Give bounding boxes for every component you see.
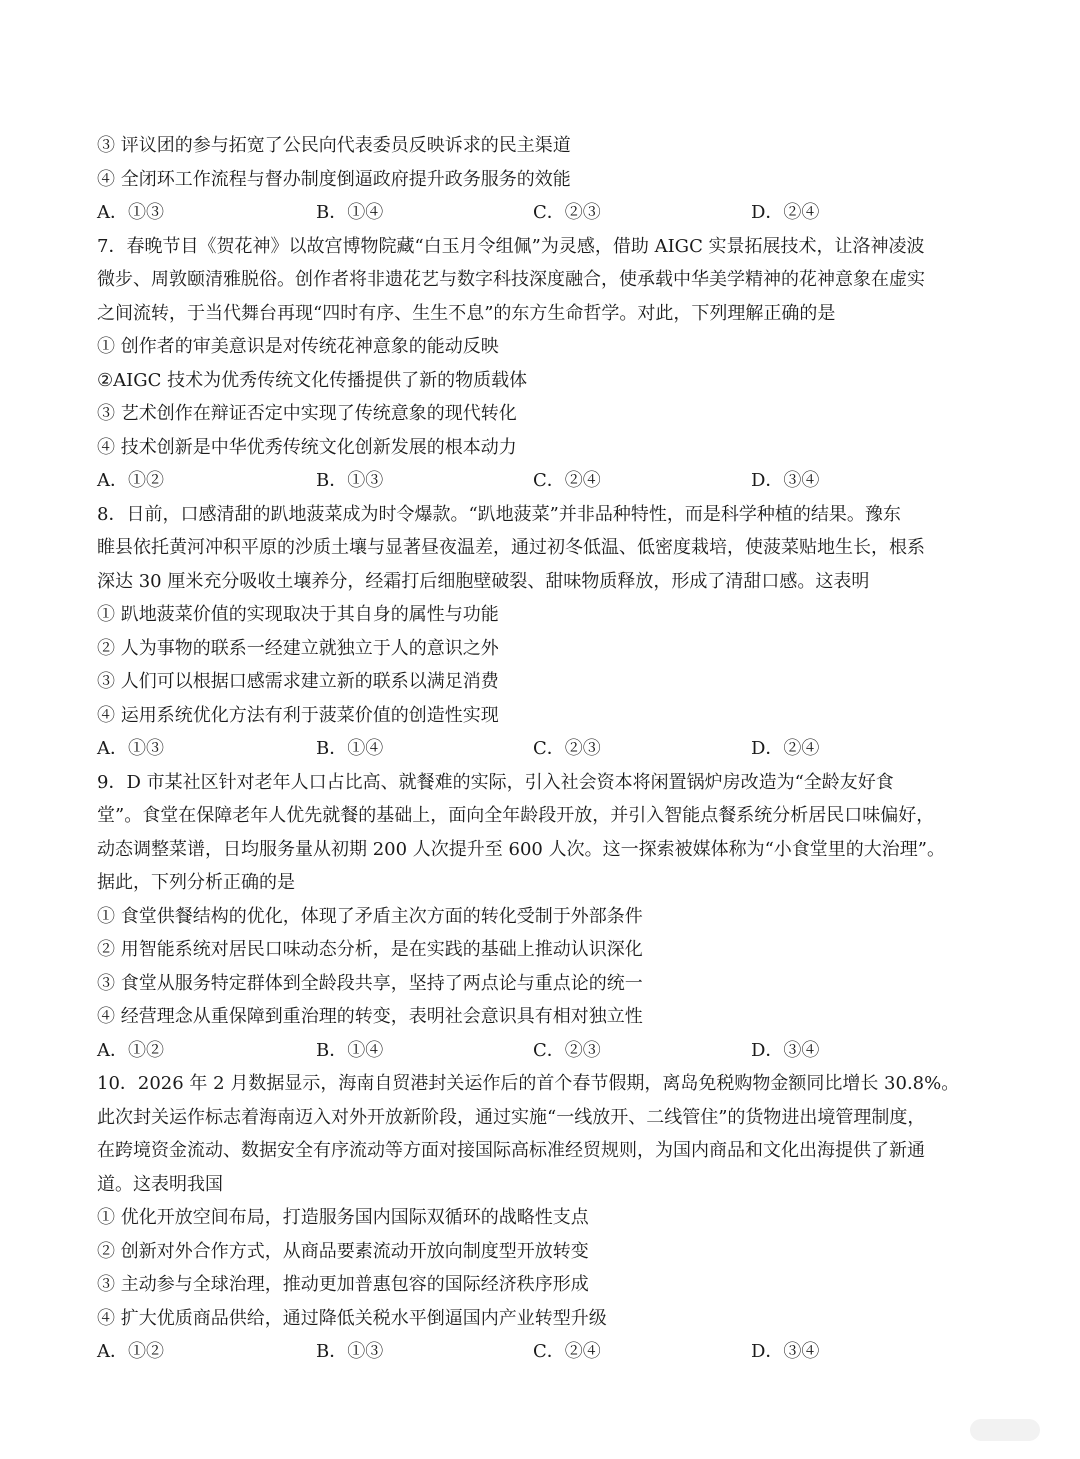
q8-option-c: C．②③ — [533, 738, 601, 759]
q9-item-1: ① 食堂供餐结构的优化，体现了矛盾主次方面的转化受制于外部条件 — [97, 905, 643, 927]
q7-item-3: ③ 艺术创作在辩证否定中实现了传统意象的现代转化 — [97, 403, 517, 424]
q10-option-a: A．①② — [97, 1341, 164, 1362]
q7-stem-line-2: 微步、周敦颐清雅脱俗。创作者将非遗花艺与数字科技深度融合，使承载中华美学精神的花神意象在虚实 — [97, 269, 925, 290]
q10-stem-line-3: 在跨境资金流动、数据安全有序流动等方面对接国际高标准经贸规则，为国内商品和文化出海提供了新通 — [97, 1140, 925, 1161]
q6-option-d: D．②④ — [751, 202, 820, 223]
q8-option-d: D．②④ — [751, 738, 820, 759]
q8-item-3: ③ 人们可以根据口感需求建立新的联系以满足消费 — [97, 671, 499, 692]
q10-item-3: ③ 主动参与全球治理，推动更加普惠包容的国际经济秩序形成 — [97, 1274, 589, 1295]
q7-option-a: A．①② — [97, 470, 164, 491]
q7-stem-line-1: 7．春晚节目《贺花神》以故宫博物院藏“白玉月令组佩”为灵感，借助 AIGC 实景拓展技术，让洛神凌波 — [97, 235, 925, 257]
q10-option-d: D．③④ — [751, 1341, 820, 1362]
q6-options — [97, 196, 1040, 230]
q8-stem-line-2: 睢县依托黄河冲积平原的沙质土壤与显著昼夜温差，通过初冬低温、低密度栽培，使菠菜贴地生长，根系 — [97, 537, 925, 558]
q10-item-1: ① 优化开放空间布局，打造服务国内国际双循环的战略性支点 — [97, 1207, 589, 1228]
q7-option-c: C．②④ — [533, 470, 601, 491]
q9-option-d: D．③④ — [751, 1039, 820, 1061]
q8-item-2: ② 人为事物的联系一经建立就独立于人的意识之外 — [97, 637, 499, 659]
q10-stem-line-1: 10．2026 年 2 月数据显示，海南自贸港封关运作后的首个春节假期，离岛免税购物金额同比增长 30.8%。 — [97, 1073, 960, 1094]
q8-option-a: A．①③ — [97, 738, 164, 759]
watermark-badge — [970, 1419, 1040, 1441]
question-9 — [97, 766, 1040, 1068]
q10-item-2: ② 创新对外合作方式，从商品要素流动开放向制度型开放转变 — [97, 1240, 589, 1262]
q9-stem-line-4: 据此，下列分析正确的是 — [97, 872, 295, 893]
q9-stem-line-2: 堂”。食堂在保障老年人优先就餐的基础上，面向全年龄段开放，并引入智能点餐系统分析居民口味偏好， — [97, 805, 935, 826]
q6-option-c: C．②③ — [533, 202, 601, 223]
q10-stem-line-4: 道。这表明我国 — [97, 1173, 223, 1195]
question-7 — [97, 230, 1040, 498]
q10-stem-line-2: 此次封关运作标志着海南迈入对外开放新阶段，通过实施“一线放开、二线管住”的货物进出境管理制度， — [97, 1106, 926, 1128]
q8-stem-line-1: 8．日前，口感清甜的趴地菠菜成为时令爆款。“趴地菠菜”并非品种特性，而是科学种植的结果。豫东 — [97, 503, 901, 525]
q9-item-3: ③ 食堂从服务特定群体到全龄段共享，坚持了两点论与重点论的统一 — [97, 972, 643, 994]
q9-option-b: B．①④ — [316, 1039, 384, 1061]
q9-item-4: ④ 经营理念从重保障到重治理的转变，表明社会意识具有相对独立性 — [97, 1006, 643, 1027]
q7-item-2: ②AIGC 技术为优秀传统文化传播提供了新的物质载体 — [97, 369, 528, 391]
question-6 — [97, 129, 1040, 230]
q8-stem-line-3: 深达 30 厘米充分吸收土壤养分，经霜打后细胞壁破裂、甜味物质释放，形成了清甜口感。这表明 — [97, 570, 870, 592]
q6-option-a: A．①③ — [97, 202, 164, 223]
q9-stem-line-1: 9．D 市某社区针对老年人口占比高、就餐难的实际，引入社会资本将闲置锅炉房改造为“全龄友好食 — [97, 771, 894, 793]
q9-option-c: C．②③ — [533, 1039, 601, 1061]
q8-item-4: ④ 运用系统优化方法有利于菠菜价值的创造性实现 — [97, 704, 499, 726]
q6-item-4: ④ 全闭环工作流程与督办制度倒逼政府提升政务服务的效能 — [97, 168, 571, 190]
q10-option-b: B．①③ — [316, 1341, 384, 1362]
q7-option-b: B．①③ — [316, 470, 384, 491]
question-10 — [97, 1067, 1040, 1369]
q8-item-1: ① 趴地菠菜价值的实现取决于其自身的属性与功能 — [97, 604, 499, 625]
q8-options — [97, 732, 1040, 766]
q7-item-4: ④ 技术创新是中华优秀传统文化创新发展的根本动力 — [97, 436, 517, 458]
q9-stem-line-3: 动态调整菜谱，日均服务量从初期 200 人次提升至 600 人次。这一探索被媒体称为“小食堂里的大治理”。 — [97, 838, 945, 860]
q9-options — [97, 1034, 1040, 1068]
q6-option-b: B．①④ — [316, 202, 384, 223]
q9-option-a: A．①② — [97, 1039, 164, 1061]
q6-item-3: ③ 评议团的参与拓宽了公民向代表委员反映诉求的民主渠道 — [97, 135, 571, 156]
q10-options — [97, 1335, 1040, 1369]
q8-option-b: B．①④ — [316, 738, 384, 759]
question-8 — [97, 498, 1040, 766]
q9-item-2: ② 用智能系统对居民口味动态分析，是在实践的基础上推动认识深化 — [97, 939, 643, 960]
q7-option-d: D．③④ — [751, 470, 820, 491]
q7-options — [97, 464, 1040, 498]
q10-option-c: C．②④ — [533, 1341, 601, 1362]
q7-item-1: ① 创作者的审美意识是对传统花神意象的能动反映 — [97, 336, 499, 357]
q7-stem-line-3: 之间流转，于当代舞台再现“四时有序、生生不息”的东方生命哲学。对此，下列理解正确的是 — [97, 302, 836, 324]
q10-item-4: ④ 扩大优质商品供给，通过降低关税水平倒逼国内产业转型升级 — [97, 1307, 607, 1329]
